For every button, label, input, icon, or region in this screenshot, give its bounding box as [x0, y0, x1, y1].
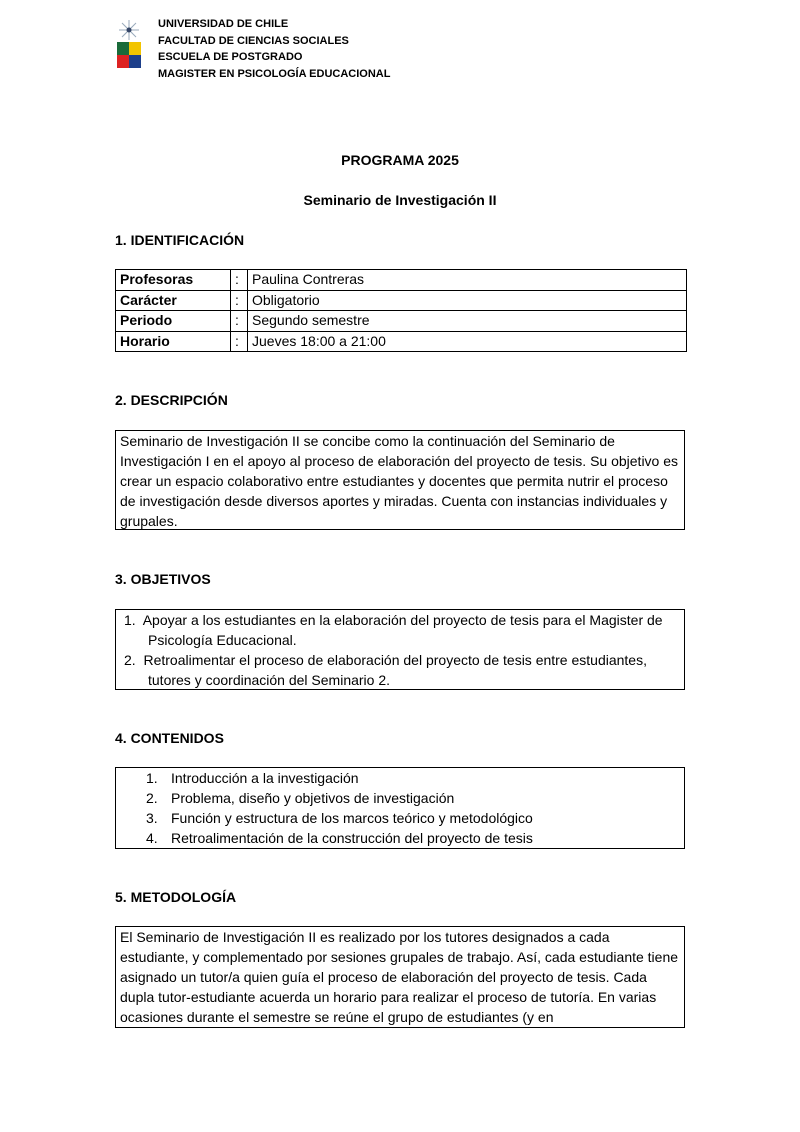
item-text: Retroalimentar el proceso de elaboración del proyecto de tesis entre estudiantes, tutores y coordinación del Seminario 2. — [143, 652, 647, 688]
row-label: Horario — [116, 331, 231, 352]
row-label: Periodo — [116, 311, 231, 332]
methodology-box: El Seminario de Investigación II es realizado por los tutores designados a cada estudiante, y complementado por sesiones grupales de trabajo. Así, cada estudiante tiene asignado un tutor/a quien guía el proceso de elaboración del proyecto de tesis. Cada dupla tutor-estudiante acuerda un horario para realizar el proceso de tutoría. En varias ocasiones durante el semestre se reúne el grupo de estudiantes (y en — [115, 926, 685, 1028]
item-number: 1. — [124, 612, 136, 628]
section-heading: 5. METODOLOGÍA — [115, 889, 237, 905]
header-line: ESCUELA DE POSTGRADO — [158, 51, 303, 63]
identification-table — [115, 269, 687, 352]
header-line: UNIVERSIDAD DE CHILE — [158, 18, 289, 30]
section-heading: 4. CONTENIDOS — [115, 730, 224, 746]
row-value: Paulina Contreras — [248, 270, 687, 291]
objectives-box — [115, 609, 685, 690]
row-value: Segundo semestre — [248, 311, 687, 332]
item-number: 2. — [124, 652, 136, 668]
item-number: 1. — [146, 770, 158, 786]
item-text: Problema, diseño y objetivos de investigación — [171, 790, 455, 806]
header-line: MAGISTER EN PSICOLOGÍA EDUCACIONAL — [158, 67, 391, 80]
section-heading: 2. DESCRIPCIÓN — [115, 392, 228, 408]
row-sep: : — [231, 331, 248, 352]
item-number: 3. — [146, 810, 158, 826]
description-box: Seminario de Investigación II se concibe como la continuación del Seminario de Investigación I en el apoyo al proceso de elaboración del proyecto de tesis. Su objetivo es crear un espacio colaborativo entre estudiantes y docentes que permita nutrir el proceso de investigación desde diversos aportes y miradas. Cuenta con instancias individuales y grupales. — [115, 430, 685, 530]
row-value: Obligatorio — [248, 290, 687, 311]
row-sep: : — [231, 270, 248, 291]
objective-item — [120, 610, 680, 650]
row-label: Profesoras — [116, 270, 231, 291]
row-value: Jueves 18:00 a 21:00 — [248, 331, 687, 352]
section-heading: 3. OBJETIVOS — [115, 571, 211, 587]
document-title: PROGRAMA 2025 — [341, 152, 459, 168]
item-text: Apoyar a los estudiantes en la elaboración del proyecto de tesis para el Magister de Psicología Educacional. — [142, 612, 663, 648]
table-row — [116, 331, 687, 352]
row-sep: : — [231, 311, 248, 332]
item-text: Función y estructura de los marcos teórico y metodológico — [171, 810, 533, 826]
contents-box — [115, 767, 685, 849]
content-item — [146, 788, 684, 808]
item-text: Introducción a la investigación — [171, 770, 359, 786]
content-item — [146, 828, 684, 848]
content-item — [146, 768, 684, 788]
item-number: 2. — [146, 790, 158, 806]
table-row — [116, 290, 687, 311]
course-title: Seminario de Investigación II — [303, 192, 497, 208]
objective-item — [120, 650, 680, 690]
university-logo — [116, 18, 142, 70]
header-line: FACULTAD DE CIENCIAS SOCIALES — [158, 34, 349, 47]
item-number: 4. — [146, 830, 158, 846]
table-row — [116, 311, 687, 332]
row-label: Carácter — [116, 290, 231, 311]
row-sep: : — [231, 290, 248, 311]
section-heading: 1. IDENTIFICACIÓN — [115, 232, 245, 248]
header-text — [158, 16, 390, 82]
content-item — [146, 808, 684, 828]
table-row — [116, 270, 687, 291]
item-text: Retroalimentación de la construcción del proyecto de tesis — [171, 830, 533, 846]
